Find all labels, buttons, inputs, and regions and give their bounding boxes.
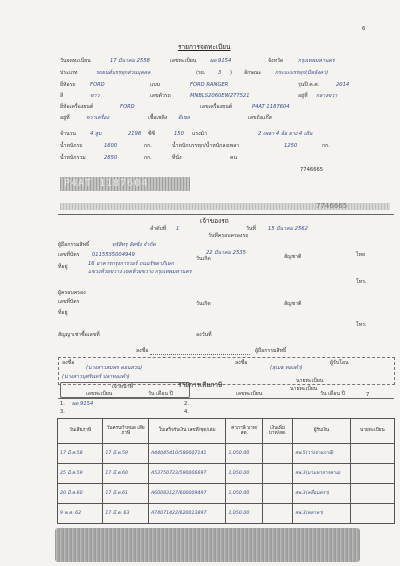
- tax-row4-no: 4.: [184, 409, 189, 415]
- col-header-registrar: นายทะเบียน: [350, 419, 394, 444]
- weight-unit: กก.: [144, 143, 152, 149]
- owner-nat: ไทย: [356, 252, 366, 258]
- engine-no: P4AT 1187604: [252, 104, 290, 110]
- owner-nat-label: สัญชาติ: [284, 254, 302, 260]
- cyl-label: จำนวน: [60, 131, 76, 137]
- holder-label: ผู้ครอบครอง: [58, 290, 86, 296]
- cell-due-date: 17 มี.ค.59: [103, 444, 149, 464]
- page-number: 6: [362, 26, 366, 32]
- cell-tax: 1,050.00: [226, 444, 263, 464]
- cell-receiver: สพ.3(คลาหา): [293, 504, 351, 524]
- cc: 2198: [128, 131, 142, 137]
- owner-date: 15 มีนาคม 2562: [268, 226, 308, 232]
- order: 1: [176, 226, 180, 232]
- owner-phone-label: โทร.: [356, 279, 367, 285]
- class-end: ): [230, 70, 233, 76]
- cell-surcharge: [263, 504, 293, 524]
- sign2-role: ผู้รับโอน: [330, 360, 349, 366]
- seats-unit: คน: [230, 155, 238, 161]
- officer-label: นายทะเบียน: [296, 378, 324, 384]
- cell-receipt: A74071422/620013897: [148, 504, 226, 524]
- reg-date-label: วันจดทะเบียน: [60, 58, 91, 64]
- officer-name: (นางสาวบุศรินทร์ ปลาทองคำ): [62, 374, 130, 380]
- model: FORD RANGER: [190, 82, 229, 88]
- cell-registrar: [350, 464, 394, 484]
- col-header-due-date: วันครบกำหนด เสียภาษี: [103, 419, 149, 444]
- weight-label: น้ำหนักรถ: [60, 143, 83, 149]
- doc-title: รายการจดทะเบียน: [178, 43, 231, 51]
- nature: กระบะบรรทุก(มีหลังคา): [275, 70, 329, 76]
- order-label: ลำดับที่: [150, 226, 167, 232]
- tax-divider: [58, 398, 394, 399]
- cell-paid-date: 25 มี.ค.59: [58, 464, 103, 484]
- tax-col-officer2: นายทะเบียน: [290, 386, 318, 392]
- owner-addr-label: ที่อยู่: [58, 264, 68, 270]
- owner-id-label: เลขที่บัตร: [58, 252, 80, 258]
- hp: 150: [174, 131, 184, 137]
- tax-col-officer: เจ้าหน้าที่: [112, 384, 134, 390]
- cell-paid-date: 9 พ.ค. 62: [58, 504, 103, 524]
- cell-surcharge: [263, 484, 293, 504]
- cyl: 4 สูบ: [90, 131, 102, 137]
- class-label: (รย.: [196, 70, 206, 76]
- engine-brand-label: ยี่ห้อเครื่องยนต์: [60, 104, 94, 110]
- year-label: รุ่นปี ค.ศ.: [298, 82, 320, 88]
- cell-tax: 1,050.00: [226, 504, 263, 524]
- cell-receipt: A53750723/590006697: [148, 464, 226, 484]
- brand-label: ยี่ห้อรถ: [60, 82, 76, 88]
- province: กรุงเทพมหานคร: [298, 58, 335, 64]
- vin-rubbing-strip: [55, 528, 360, 562]
- engine-brand: FORD: [120, 104, 135, 110]
- model-label: แบบ: [150, 82, 160, 88]
- contract-label: สัญญาเช่าซื้อเลขที่: [58, 332, 100, 338]
- holder-birth-label: วันเกิด: [196, 301, 211, 307]
- tax-col-no2: เลขทะเบียน: [236, 391, 263, 397]
- tax-row1-no: 1.: [60, 401, 65, 407]
- reg-no-label: เลขทะเบียน: [170, 58, 197, 64]
- cell-receiver: สพ.3(มามหาสารคาม): [293, 464, 351, 484]
- loc1: กลางขวา: [316, 93, 338, 99]
- cc-label: ซีซี: [148, 131, 156, 137]
- contract-date-label: ลงวันที่: [196, 332, 212, 338]
- class: 3: [218, 70, 222, 76]
- cell-receiver: สพ.5(วางจ่ายภาษี): [293, 444, 351, 464]
- owner-heading: เจ้าของรถ: [200, 217, 229, 225]
- tax-row3-no: 3.: [60, 409, 65, 415]
- sign3-label: ลงชื่อ: [235, 360, 248, 366]
- sign1-name: (นางสาวสมพร ดอนสวน): [86, 365, 143, 371]
- col-header-receiver: ผู้รับเงิน: [293, 419, 351, 444]
- engine-no-label: เลขเครื่องยนต์: [200, 104, 233, 110]
- cell-receipt: A60083127/600009497: [148, 484, 226, 504]
- loc2: ขวาเครื่อง: [86, 115, 110, 121]
- load-label: น้ำหนักบรรทุก/น้ำหนักลงเพลา: [172, 143, 240, 149]
- col-header-surcharge: เงินเพิ่ม บาท/สต.: [263, 419, 293, 444]
- table-row: [58, 504, 395, 524]
- cell-registrar: [350, 484, 394, 504]
- tax-col-date2: วัน เดือน ปี: [320, 391, 345, 397]
- owner-birth: 22 มีนาคม 2535: [206, 250, 246, 256]
- divider: [58, 214, 394, 215]
- col-header-receipt: ใบเสร็จรับเงิน เลขที่/ชุด/เล่ม: [148, 419, 226, 444]
- owner-birth-label: วันเกิด: [196, 256, 211, 262]
- owner-id: 0115535004949: [92, 252, 135, 258]
- chassis-label: เลขตัวรถ: [150, 93, 171, 99]
- fuel-label: เชื้อเพลิง: [148, 115, 168, 121]
- owner-addr-line2: แขวงห้วยขวาง เขตห้วยขวาง กรุงเทพมหานคร: [88, 269, 192, 275]
- axle: 2 เพลา 4 ล้อ ยาง 4 เส้น: [258, 131, 313, 137]
- cell-surcharge: [263, 464, 293, 484]
- holder-id-label: เลขที่บัตร: [58, 299, 80, 305]
- loc2-label: อยู่ที่: [60, 115, 70, 121]
- tax-row2-no: 2.: [184, 401, 189, 407]
- cell-registrar: [350, 504, 394, 524]
- tax-col-no: เลขทะเบียน: [86, 391, 113, 397]
- province-label: จังหวัด: [268, 58, 284, 64]
- possession-date-label: วันที่ครอบครองรถ: [208, 233, 249, 239]
- date-label: วันที่: [246, 226, 256, 232]
- tax-payment-table: [57, 418, 395, 524]
- table-row: [58, 464, 395, 484]
- holder-nat-label: สัญชาติ: [284, 301, 302, 307]
- table-header-row: [58, 419, 395, 444]
- color-label: สี: [60, 93, 64, 99]
- holder-addr-label: ที่อยู่: [58, 310, 68, 316]
- sign1-label: ลงชื่อ: [136, 348, 149, 354]
- cell-paid-date: 17 มี.ค.58: [58, 444, 103, 464]
- cell-tax: 1,050.00: [226, 484, 263, 504]
- reg-no: ผด 9154: [210, 58, 232, 64]
- cell-tax: 1,050.00: [226, 464, 263, 484]
- fuel: ดีเซล: [178, 115, 190, 121]
- cell-registrar: [350, 444, 394, 464]
- nature-label: ลักษณะ: [244, 70, 262, 76]
- owner-name-label: ผู้ถือกรรมสิทธิ์: [58, 242, 90, 248]
- cell-receiver: สพ.3(คลื่อนครา): [293, 484, 351, 504]
- sign1-line: [150, 354, 250, 355]
- cell-surcharge: [263, 444, 293, 464]
- col-header-paid-date: วันเสียภาษี: [58, 419, 103, 444]
- loc1-label: อยู่ที่: [298, 93, 308, 99]
- color: ขาว: [90, 93, 100, 99]
- reg-date: 17 มีนาคม 2558: [110, 58, 150, 64]
- cell-paid-date: 20 มี.ค.60: [58, 484, 103, 504]
- sign1-role: ผู้ถือกรรมสิทธิ์: [255, 348, 287, 354]
- load-unit: กก.: [322, 143, 330, 149]
- year: 2014: [336, 82, 350, 88]
- cell-due-date: 17 มี.ค.61: [103, 484, 149, 504]
- type-label: ประเภท: [60, 70, 78, 76]
- tax-page-mark: 7: [366, 392, 370, 398]
- tax-heading: รายการเสียภาษี: [178, 381, 223, 389]
- seats-label: ที่นั่ง: [172, 155, 182, 161]
- gross-label: น้ำหนักรวม: [60, 155, 86, 161]
- gas-label: เลขถังแก๊ส: [248, 115, 272, 121]
- holder-phone-label: โทร.: [356, 322, 367, 328]
- gross: 2850: [104, 155, 118, 161]
- cell-receipt: A44045410/580007141: [148, 444, 226, 464]
- tax-col-date: วัน เดือน ปี: [148, 391, 173, 397]
- load: 1250: [284, 143, 298, 149]
- weight: 1600: [104, 143, 118, 149]
- owner-name: ทรัสิทรุ ลิสซิ่ง จำกัด: [112, 242, 156, 248]
- serial-number-stamp: 7746665: [316, 202, 348, 210]
- type: รถยนต์บรรทุกส่วนบุคคล: [96, 70, 151, 76]
- sign2-label: ลงชื่อ: [62, 360, 75, 366]
- engine-number-rubbing-text: P4AT 1187604: [64, 178, 149, 189]
- cell-due-date: 17 มี.ค. 63: [103, 504, 149, 524]
- brand: FORD: [90, 82, 105, 88]
- hp-label: แรงม้า: [192, 131, 207, 137]
- serial-number: 7746665: [300, 167, 324, 173]
- cell-due-date: 17 มี.ค.60: [103, 464, 149, 484]
- tax-row1-plate: ผด 9154: [72, 401, 94, 407]
- gross-unit: กก.: [144, 155, 152, 161]
- table-row: [58, 444, 395, 464]
- col-header-tax: ค่าภาษี บาท/สต.: [226, 419, 263, 444]
- table-row: [58, 484, 395, 504]
- chassis: MNBLS2060EW277521: [190, 93, 250, 99]
- sign2-name: (สุเมธ ทองดำ): [270, 365, 303, 371]
- owner-addr-line1: 16 อาคารกรุงการวอร์ ถนนรัชดาภิเษก: [88, 261, 174, 267]
